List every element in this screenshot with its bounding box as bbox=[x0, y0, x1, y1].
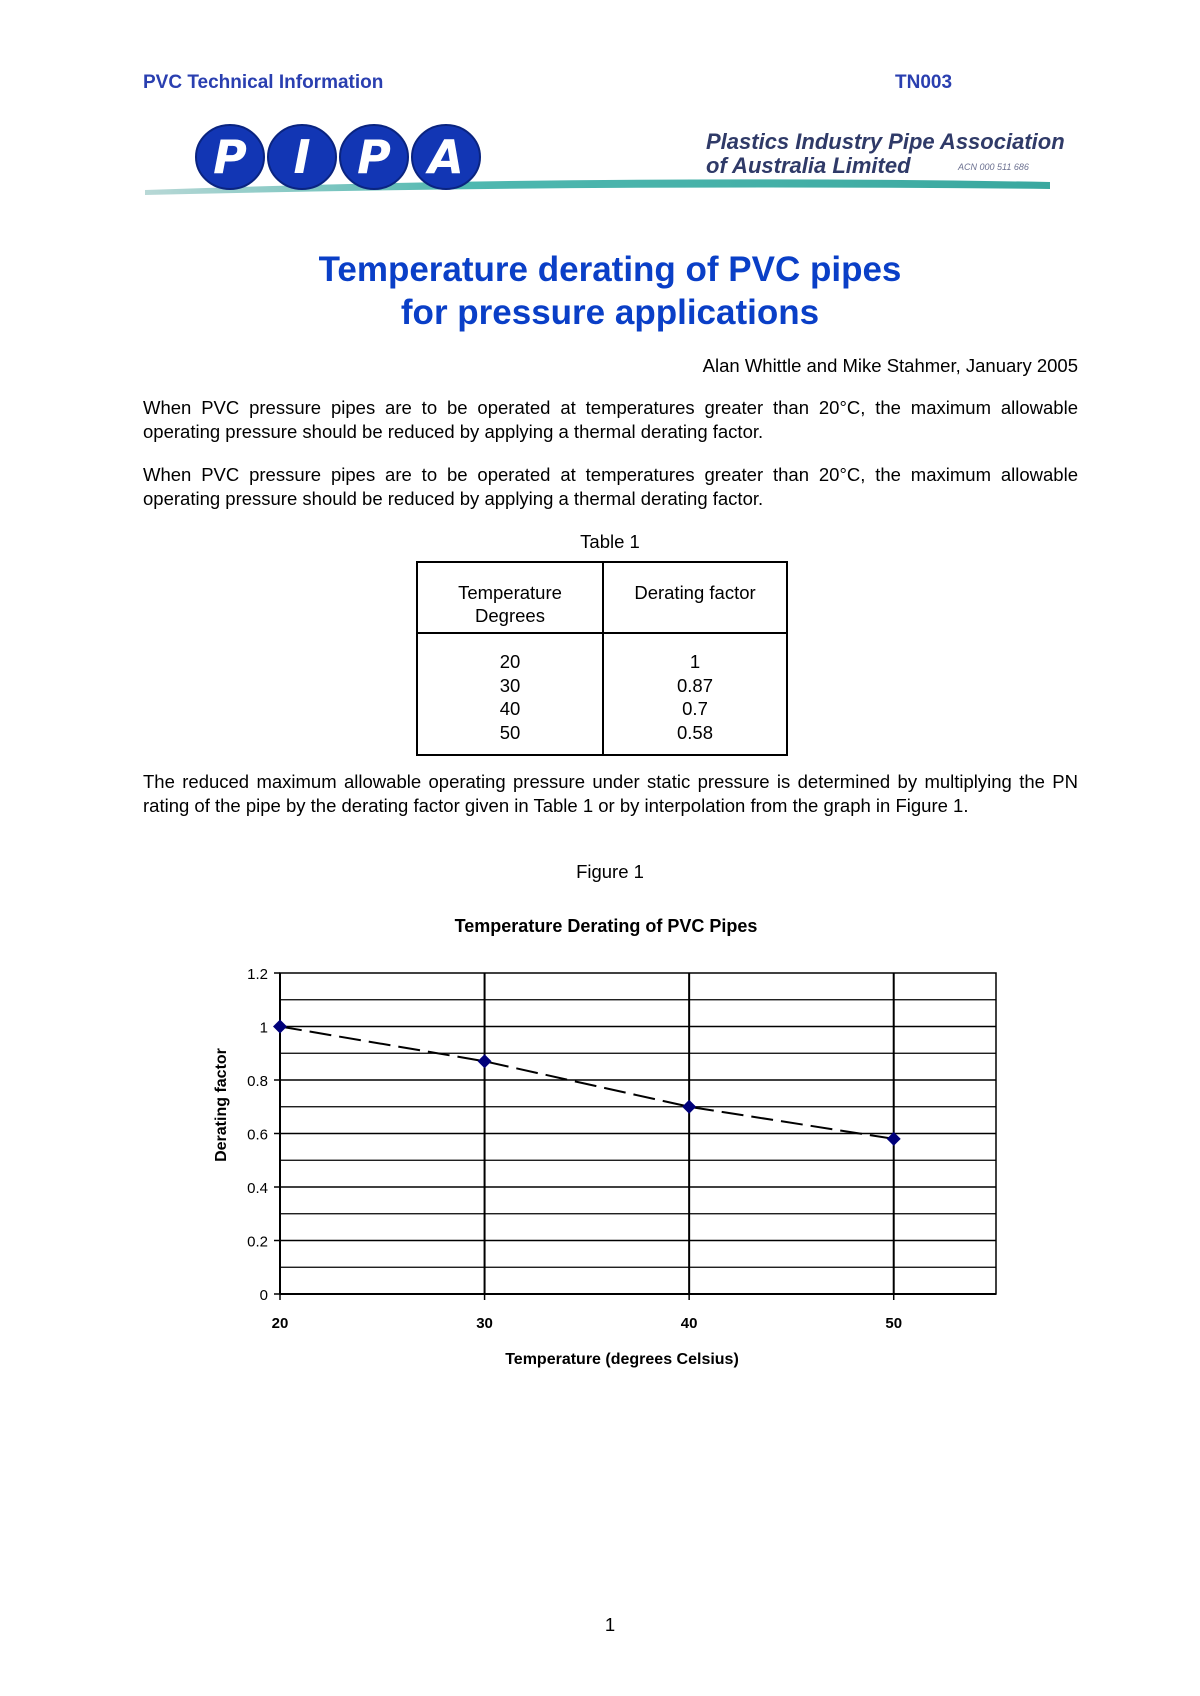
logo-letter: P bbox=[213, 130, 247, 184]
page-number: 1 bbox=[604, 1614, 616, 1635]
chart-grid bbox=[280, 973, 996, 1294]
derating-chart bbox=[200, 900, 1020, 1390]
paragraph-3: The reduced maximum allowable operating pressure under static pressure is determined by multiplying the PN rating of the pipe by the derating factor given in Table 1 or by interpolation from the graph in Figure 1. bbox=[143, 771, 1078, 816]
temperature-value: 30 bbox=[499, 674, 521, 696]
derating-table bbox=[416, 561, 788, 756]
chart-data-point bbox=[682, 1100, 696, 1114]
table-cell-temperatures bbox=[417, 633, 603, 755]
chart-y-axis-label: Derating factor bbox=[213, 1048, 230, 1162]
title-line-1: Temperature derating of PVC pipes bbox=[318, 250, 902, 289]
header-temperature-line-2: Degrees bbox=[475, 605, 545, 626]
factor-value: 1 bbox=[689, 651, 701, 672]
chart-y-tick-label: 0.2 bbox=[247, 1233, 268, 1251]
table-header-temperature bbox=[417, 562, 603, 633]
paragraph-1: When PVC pressure pipes are to be operated at temperatures greater than 20°C, the maximum allowable operating pressure should be reduced by applying a thermal derating factor. bbox=[143, 397, 1078, 442]
chart-data-point bbox=[478, 1054, 492, 1068]
temperature-value: 40 bbox=[499, 698, 521, 719]
association-line-1: Plastics Industry Pipe Association bbox=[706, 129, 1065, 154]
chart-y-tick-label: 0.4 bbox=[247, 1180, 268, 1197]
association-line-2: of Australia Limited bbox=[706, 153, 911, 178]
factor-value: 0.87 bbox=[676, 674, 713, 696]
chart-x-tick-label: 40 bbox=[680, 1315, 698, 1332]
figure-caption: Figure 1 bbox=[576, 861, 644, 882]
chart-data-point bbox=[273, 1020, 287, 1034]
acn-number: ACN 000 511 686 bbox=[958, 162, 1029, 172]
table-cell-factors bbox=[603, 633, 787, 755]
chart-x-tick-label: 50 bbox=[885, 1315, 903, 1332]
paragraph-2: When PVC pressure pipes are to be operated at temperatures greater than 20°C, the maximum allowable operating pressure should be reduced by applying a thermal derating factor. bbox=[143, 464, 1078, 509]
table-row bbox=[417, 633, 787, 755]
header-temperature-line-1: Temperature bbox=[458, 582, 562, 603]
title-line-2: for pressure applications bbox=[400, 293, 820, 332]
chart-title: Temperature Derating of PVC Pipes bbox=[454, 916, 758, 936]
chart-y-tick-label: 0.6 bbox=[247, 1126, 268, 1144]
chart-series bbox=[273, 1020, 901, 1146]
document-title bbox=[0, 248, 1200, 334]
chart-x-tick-label: 30 bbox=[476, 1315, 493, 1332]
author-line: Alan Whittle and Mike Stahmer, January 2005 bbox=[702, 355, 1078, 376]
table-header-row bbox=[417, 562, 787, 633]
logo-letter: I bbox=[293, 130, 311, 184]
chart-x-tick-label: 20 bbox=[271, 1315, 289, 1332]
chart-x-axis-label: Temperature (degrees Celsius) bbox=[505, 1351, 739, 1368]
logo-letter: P bbox=[357, 130, 391, 184]
chart-y-tick-label: 0 bbox=[259, 1287, 268, 1304]
chart-y-tick-label: 1.2 bbox=[247, 966, 268, 983]
factor-value: 0.58 bbox=[676, 721, 713, 743]
header-document-code: TN003 bbox=[895, 72, 953, 93]
table-caption: Table 1 bbox=[580, 531, 640, 552]
temperature-value: 50 bbox=[499, 721, 521, 743]
chart-y-tick-label: 0.8 bbox=[247, 1073, 268, 1090]
temperature-value: 20 bbox=[499, 651, 521, 672]
chart-series-line bbox=[280, 1027, 894, 1139]
chart-ticks bbox=[247, 966, 902, 1332]
factor-value: 0.7 bbox=[682, 698, 708, 719]
chart-y-tick-label: 1 bbox=[259, 1019, 268, 1037]
header-left-text: PVC Technical Information bbox=[143, 72, 384, 93]
table-header-factor: Derating factor bbox=[603, 562, 787, 633]
logo-letter: A bbox=[428, 130, 464, 184]
